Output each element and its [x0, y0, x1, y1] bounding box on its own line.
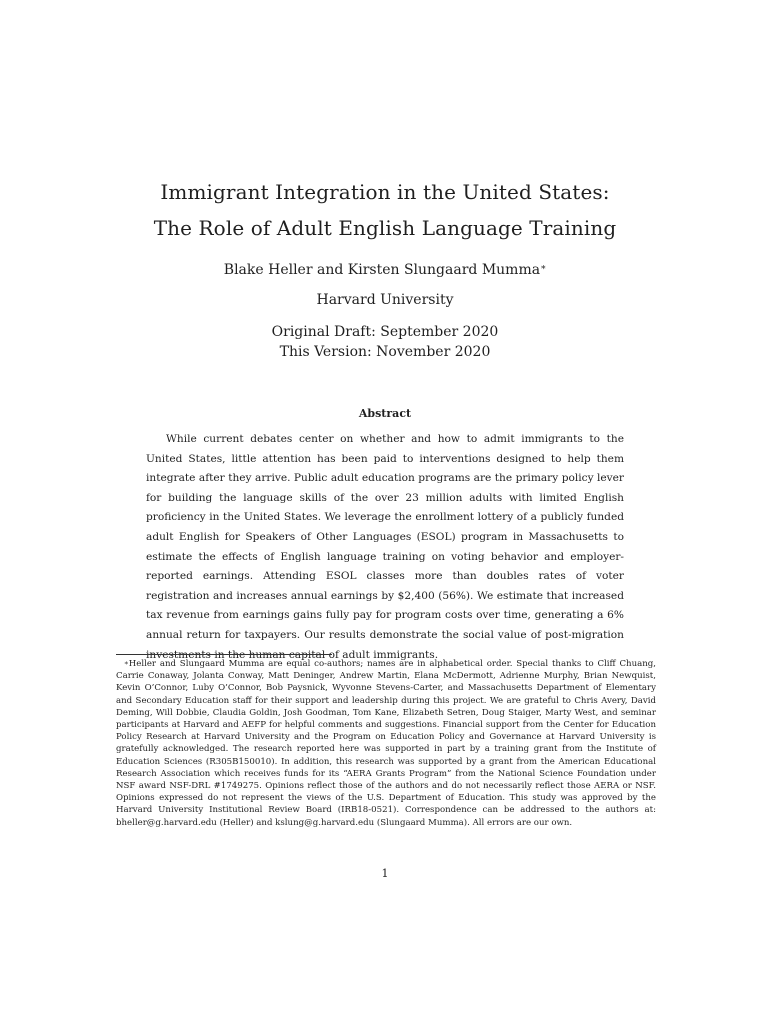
affiliation: Harvard University [316, 292, 454, 308]
footnote-mark: ∗ [124, 659, 129, 667]
footnote-divider [116, 654, 332, 655]
title-line-2: The Role of Adult English Language Training [153, 216, 617, 240]
footnote-text: Heller and Slungaard Mumma are equal co-authors; names are in alphabetical order. Special thanks to Cliff Chuang, Carrie Conaway, Jolanta Conway, Matt Deninger, Andrew Martin, Elana McDermott, Adrienne Murphy, Brian Newquist, Kevin O’Connor, Luby O’Connor, Bob Paysnick, Wyvonne Stevens-Carter, and Massachusetts Department of Elementary and Secondary Education staff for their support and leadership during this project. We are grateful to Chris Avery, David Deming, Will Dobbie, Claudia Goldin, Josh Goodman, Tom Kane, Elizabeth Setren, Doug Staiger, Marty West, and seminar participants at Harvard and AEFP for helpful comments and suggestions. Financial support from the Center for Education Policy Research at Harvard University and the Program on Education Policy and Governance at Harvard University is gratefully acknowledged. The research reported here was supported in part by a training grant from the Institute of Education Sciences (R305B150010). In addition, this research was supported by a grant from the American Educational Research Association which receives funds for its “AERA Grants Program” from the National Science Foundation under NSF award NSF-DRL #1749275. Opinions reflect those of the authors and do not necessarily reflect those AERA or NSF. Opinions expressed do not represent the views of the U.S. Department of Education. This study was approved by the Harvard University Institutional Review Board (IRB18-0521). Correspondence can be addressed to the authors at: bheller@g.harvard.edu (Heller) and kslung@g.harvard.edu (Slungaard Mumma). All errors are our own. [116, 659, 656, 828]
authors [0, 260, 770, 280]
author-names: Blake Heller and Kirsten Slungaard Mumma [223, 262, 541, 278]
abstract-heading: Abstract [358, 407, 412, 420]
original-draft-date: Original Draft: September 2020 [271, 324, 499, 340]
page-number: 1 [381, 867, 389, 880]
title-line-1: Immigrant Integration in the United States: [160, 180, 610, 204]
author-footnote [116, 658, 656, 829]
version-dates [0, 322, 770, 362]
paper-title [0, 174, 770, 246]
this-version-date: This Version: November 2020 [279, 344, 491, 360]
author-footnote-mark: ∗ [540, 263, 547, 273]
abstract-text: While current debates center on whether and how to admit immigrants to the United States, little attention has been paid to interventions designed to help them integrate after they arrive. Public adult education programs are the primary policy lever for building the language skills of the over 23 million adults with limited English proficiency in the United States. We leverage the enrollment lottery of a publicly funded adult English for Speakers of Other Languages (ESOL) program in Massachusetts to estimate the effects of English language training on voting behavior and employer-reported earnings. Attending ESOL classes more than doubles rates of voter registration and increases annual earnings by $2,400 (56%). We estimate that increased tax revenue from earnings gains fully pay for program costs over time, generating a 6% annual return for taxpayers. Our results demonstrate the social value of post-migration investments in the human capital of adult immigrants. [146, 433, 624, 661]
